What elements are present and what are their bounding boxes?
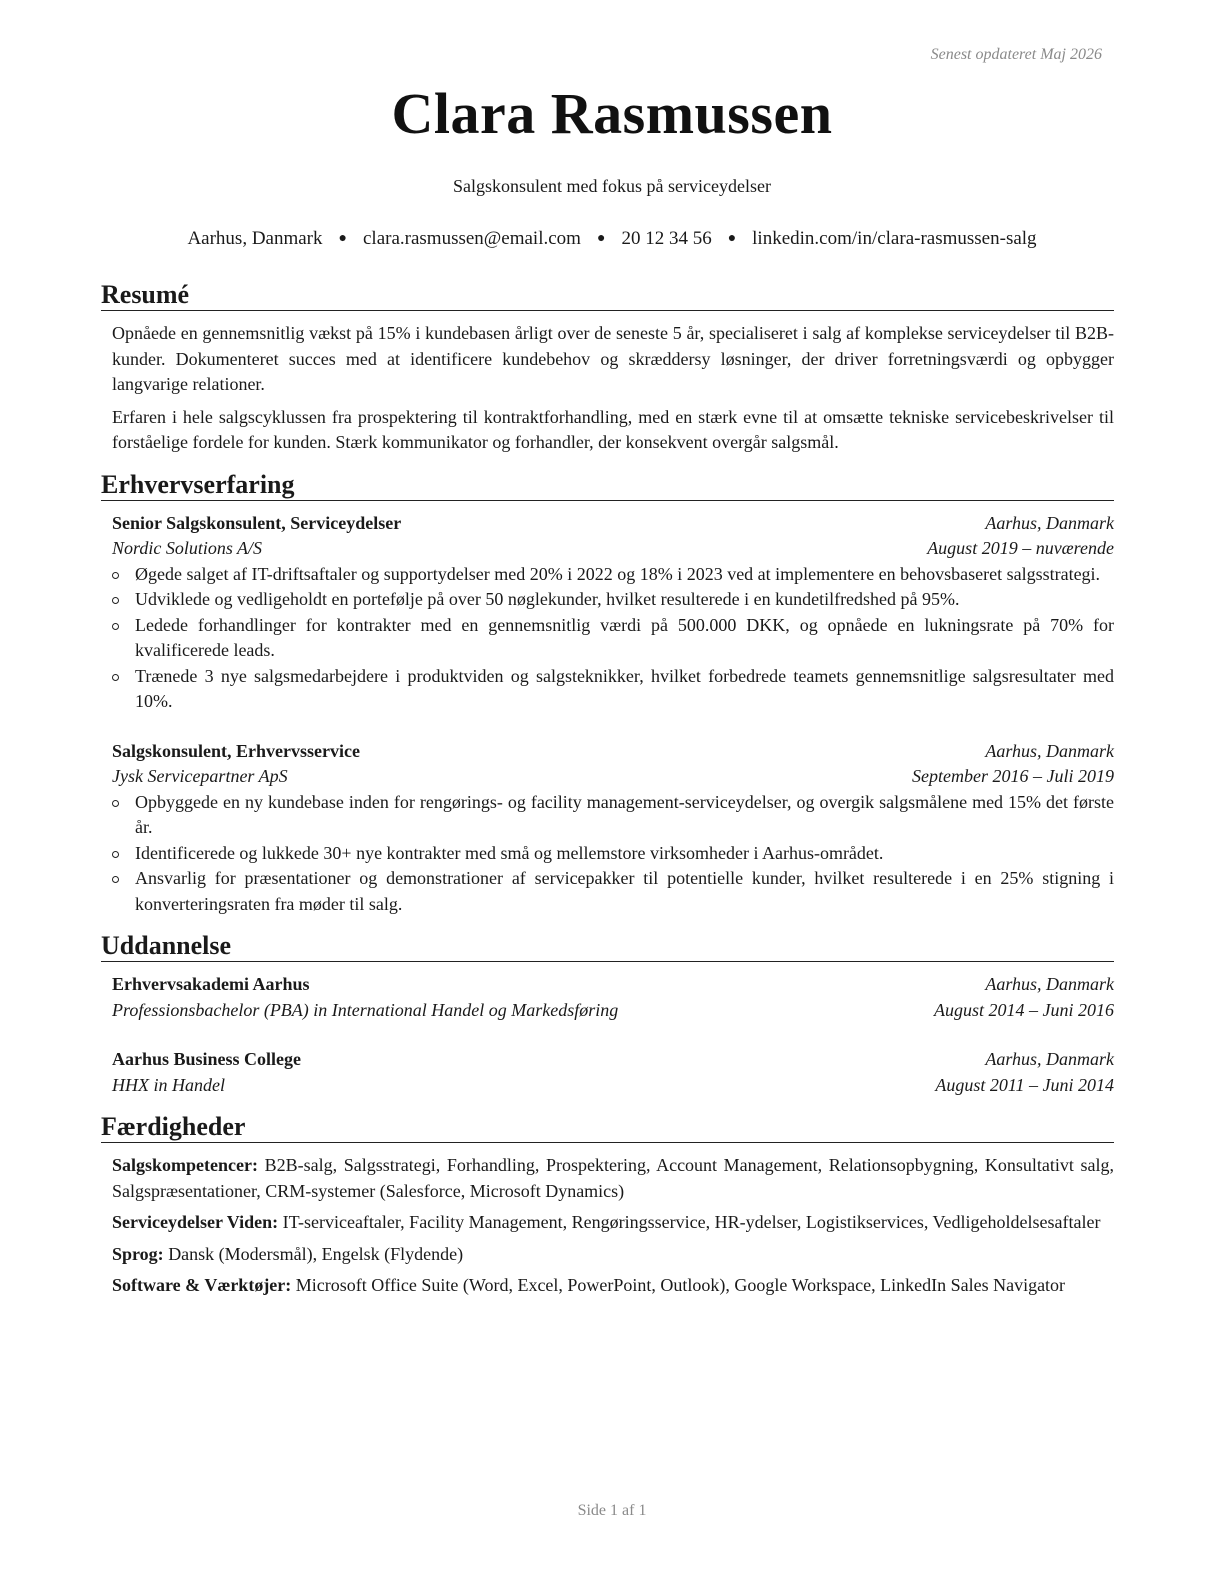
experience-section [101,470,1114,918]
job-company: Jysk Servicepartner ApS [112,766,288,786]
job-bullets [101,562,1114,715]
education-entry [112,1047,1114,1098]
contact-line [0,228,1224,250]
section-title-skills: Færdigheder [101,1112,1114,1143]
school-name: Erhvervsakademi Aarhus [112,974,310,994]
list-item: Trænede 3 nye salgsmedarbejdere i produktviden og salgsteknikker, hvilket forbedrede teamets gennemsnitlige salgsresultater med 10%. [101,664,1114,715]
candidate-name: Clara Rasmussen [391,81,833,146]
school-location: Aarhus, Danmark [985,1049,1114,1069]
job-entry [112,739,1114,790]
skill-label: Serviceydelser Viden: [112,1212,279,1232]
bullet-separator-icon: ● [596,231,606,246]
bullet-separator-icon: ● [338,231,347,246]
skill-text: IT-serviceaftaler, Facility Management, Rengøringsservice, HR-ydelser, Logistikservices, Vedligeholdelsesaftaler [282,1212,1101,1232]
skill-line [112,1153,1114,1204]
page-number: Side 1 af 1 [577,1502,647,1519]
section-title-experience: Erhvervserfaring [101,470,1114,501]
section-title-education: Uddannelse [101,931,1114,962]
education-entry [112,972,1114,1023]
last-updated: Senest opdateret Maj 2026 [930,46,1102,63]
summary-paragraph: Opnåede en gennemsnitlig vækst på 15% i kundebasen årligt over de seneste 5 år, specialiseret i salg af komplekse serviceydelser til B2B-kunder. Dokumenteret succes med at identificere kundebehov og skræddersy løsninger, der driver forretningsværdi og opbygger langvarige relationer. [112,323,1114,394]
list-item: Øgede salget af IT-driftsaftaler og supportydelser med 20% i 2022 og 18% i 2023 ved at implementere en behovsbaseret salgsstrategi. [101,562,1114,588]
summary-paragraph: Erfaren i hele salgscyklussen fra prospektering til kontraktforhandling, med en stærk evne til at omsætte tekniske servicebeskrivelser til forståelige fordele for kunden. Stærk kommunikator og forhandler, der konsekvent overgår salgsmål. [112,406,1114,452]
resume-content [101,280,1114,1305]
list-item: Udviklede og vedligeholdt en portefølje på over 50 nøglekunder, hvilket resulterede i en kundetilfredshed på 95%. [101,587,1114,613]
skill-label: Sprog: [112,1243,164,1264]
job-dates: September 2016 – Juli 2019 [912,766,1114,786]
contact-phone[interactable]: 20 12 34 56 [621,228,712,249]
job-dates: August 2019 – nuværende [927,538,1114,558]
education-dates: August 2014 – Juni 2016 [934,999,1114,1020]
school-location: Aarhus, Danmark [985,974,1114,994]
job-role: Senior Salgskonsulent, Serviceydelser [112,512,402,533]
contact-linkedin[interactable]: linkedin.com/in/clara-rasmussen-salg [752,228,1037,249]
list-item: Ansvarlig for præsentationer og demonstrationer af servicepakker til potentielle kunder, hvilket resulterede i en 25% stigning i konverteringsraten fra møder til salg. [101,866,1114,917]
list-item: Ledede forhandlinger for kontrakter med en gennemsnitlig værdi på 500.000 DKK, og opnåede en lukningsrate på 70% for kvalificerede leads. [101,613,1114,664]
job-entry [112,511,1114,562]
section-title-summary: Resumé [101,280,1114,311]
summary-section [101,280,1114,456]
job-company: Nordic Solutions A/S [112,538,263,558]
job-location: Aarhus, Danmark [985,740,1114,761]
school-name: Aarhus Business College [112,1049,302,1069]
list-item: Identificerede og lukkede 30+ nye kontrakter med små og mellemstore virksomheder i Aarhus-området. [101,841,1114,867]
skill-line [112,1242,1114,1268]
skill-line [112,1273,1114,1299]
skill-label: Software & Værktøjer: [112,1275,292,1295]
skill-text: B2B-salg, Salgsstrategi, Forhandling, Prospektering, Account Management, Relationsopbygning, Konsultativt salg, Salgspræsentationer, CRM-systemer (Salesforce, Microsoft Dynamics) [112,1155,1114,1201]
skills-section [101,1112,1114,1299]
contact-location: Aarhus, Danmark [187,228,323,249]
education-section [101,931,1114,1098]
skill-text: Microsoft Office Suite (Word, Excel, PowerPoint, Outlook), Google Workspace, LinkedIn Sales Navigator [295,1275,1066,1295]
list-item: Opbyggede en ny kundebase inden for rengørings- og facility management-serviceydelser, og overgik salgsmålene med 15% det første år. [101,790,1114,841]
job-location: Aarhus, Danmark [985,512,1114,533]
skill-line [112,1210,1114,1236]
tagline: Salgskonsulent med fokus på serviceydelser [453,176,771,196]
job-bullets [101,790,1114,918]
job-role: Salgskonsulent, Erhvervsservice [112,740,361,761]
education-dates: August 2011 – Juni 2014 [935,1074,1114,1095]
skill-text: Dansk (Modersmål), Engelsk (Flydende) [168,1243,464,1264]
bullet-separator-icon: ● [727,231,737,246]
degree: Professionsbachelor (PBA) in International Handel og Markedsføring [112,999,619,1020]
degree: HHX in Handel [112,1074,225,1095]
skill-label: Salgskompetencer: [112,1155,258,1175]
contact-email[interactable]: clara.rasmussen@email.com [362,228,581,249]
